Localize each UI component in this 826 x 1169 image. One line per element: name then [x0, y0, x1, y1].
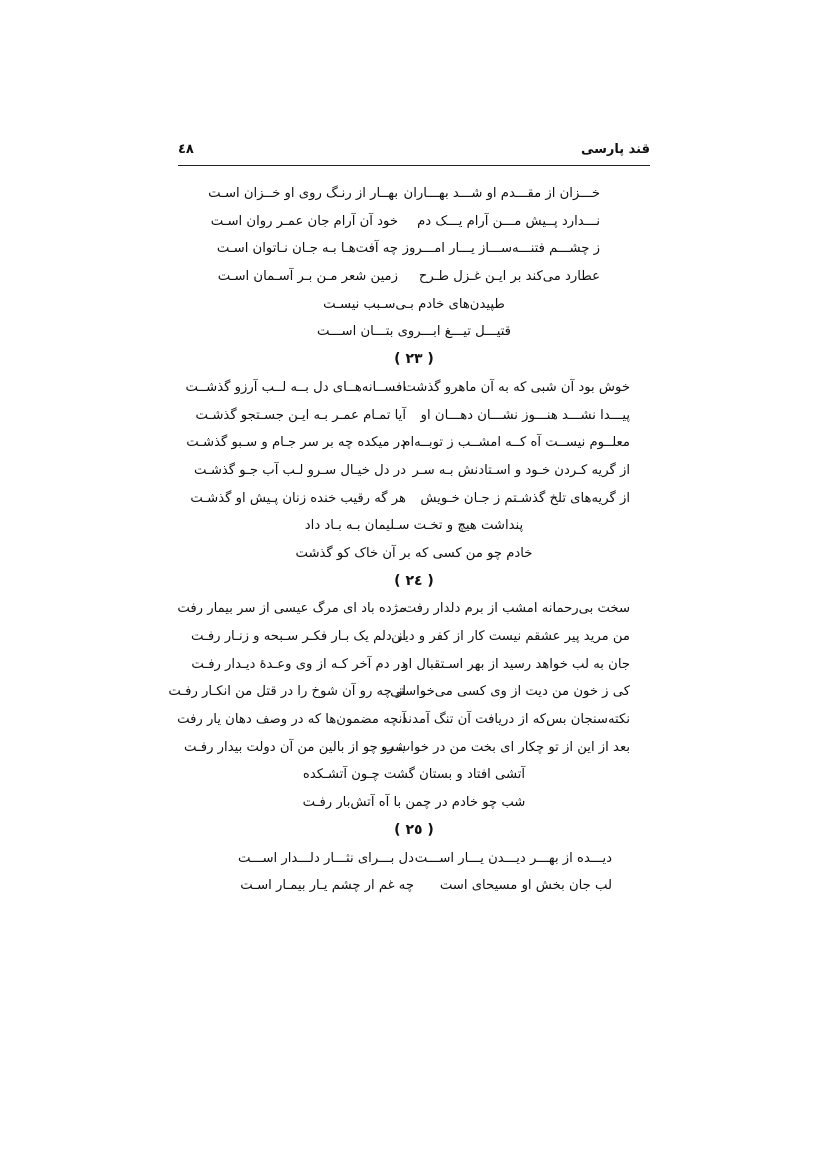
closing-hemistich: آتشی افتاد و بستان گشت چـون آتشـکده [302, 767, 526, 783]
page-number: ٤٨ [178, 142, 194, 157]
header-rule [178, 165, 650, 166]
hemistich-second: دل بـــرای نثـــار دلـــدار اســـت [237, 850, 414, 866]
hemistich-first: جان به لب خواهد رسید از بهر اسـتقبال او [402, 656, 630, 672]
closing-hemistich: قتیـــل تیـــغ ابـــروی بتـــان اســـت [317, 324, 511, 340]
hemistich-first: نـــدارد پــیش مـــن آرام یـــک دم [417, 213, 600, 229]
hemistich-second: خود آن آرام جان عمـر روان اسـت [210, 213, 398, 229]
hemistich-second: آیا تمـام عمـر بـه ایـن جسـتجو گذشـت [195, 407, 406, 423]
hemistich-first: عطارد می‌کند بر ایـن غـزل طـرح [418, 269, 600, 285]
hemistich-second: هر گه رقیب خنده زنان پـیش او گذشـت [190, 490, 406, 506]
page-header [178, 140, 650, 166]
hemistich-first: از گریه کـردن خـود و اسـتادنش بـه سـر [412, 462, 630, 478]
hemistich-first: نکته‌سنجان بس‌که از دریافت آن تنگ آمدند [401, 712, 630, 728]
hemistich-second: در دل خیـال سـرو لـب آب جـو گذشـت [194, 462, 406, 478]
hemistich-first: ز چشـــم فتنـــه‌ســـاز یـــار امـــروز [402, 241, 600, 257]
hemistich-second: شب چو از بالین من آن دولت بیدار رفـت [183, 739, 406, 755]
closing-hemistich: پنداشت هیچ و تخـت سـلیمان بـه بـاد داد [304, 518, 524, 534]
hemistich-first: من مرید پیر عشقم نیست کار از کفر و دیـن [391, 629, 630, 644]
hemistich-second: چه غم ار چشم یـار بیمـار اسـت [240, 878, 414, 894]
hemistich-second: از چه رو آن شوخ را در قتل من انکـار رفـت [168, 684, 406, 700]
book-title: قند پارسی [580, 142, 650, 157]
couplet [178, 623, 650, 651]
hemistich-second: آنچه مضمون‌ها که در وصف دهان یار رفت [177, 712, 406, 728]
closing-hemistich: شب چو خادم در چمن با آه آتش‌بار رفـت [302, 795, 526, 811]
ghazal-number: ( ٢٥ ) [394, 821, 434, 838]
hemistich-second: بهــار از رنـگ روی او خــزان اسـت [208, 186, 398, 201]
poem-body [168, 180, 650, 900]
couplet [178, 845, 650, 873]
couplet [178, 457, 650, 485]
hemistich-first: پیـــدا نشـــد هنـــوز نشـــان دهـــان او [420, 407, 630, 423]
hemistich-second: در میکده چه بر سر جـام و سـبو گذشـت [186, 435, 406, 451]
couplet [178, 485, 650, 513]
hemistich-first: معلــوم نیســت آه کــه امشــب ز توبــه‌ام [402, 435, 630, 451]
couplet [178, 429, 650, 457]
couplet [168, 678, 650, 706]
hemistich-second: زمین شعر مـن بـر آسـمان اسـت [217, 269, 398, 285]
hemistich-first: لب جان بخش او مسیحای است [439, 878, 612, 894]
couplet [178, 180, 650, 208]
closing-hemistich: طپیدن‌های خادم بـی‌سـبب نیسـت [323, 296, 505, 312]
ghazal-number: ( ٢٤ ) [394, 572, 434, 589]
couplet [178, 706, 650, 734]
couplet [178, 208, 650, 236]
hemistich-first: از گریه‌های تلخ گذشـتم ز جـان خـویش [420, 490, 630, 506]
hemistich-second: چه آفت‌هـا بـه جـان نـاتوان اسـت [216, 241, 398, 257]
hemistich-first: خوش بود آن شبی که به آن ماهرو گذشت [403, 379, 630, 395]
hemistich-second: افســانه‌هــای دل بــه لــب آرزو گذشــت [185, 379, 406, 395]
couplet [178, 872, 650, 900]
hemistich-second: مژده باد ای مرگ عیسی از سر بیمار رفت [177, 601, 406, 617]
hemistich-first: کی ز خون من دیت از وی کسی می‌خواستی [390, 684, 630, 700]
hemistich-second: از دلم یک بـار فکـر سـبحه و زنـار رفـت [191, 629, 406, 644]
couplet [178, 402, 650, 430]
hemistich-first: خـــزان از مقـــدم او شـــد بهـــاران [403, 186, 600, 201]
couplet [178, 374, 650, 402]
couplet [178, 595, 650, 623]
closing-hemistich: خادم چو من کسی که بر آن خاک کو گذشت [295, 545, 533, 561]
couplet [178, 651, 650, 679]
hemistich-first: بعد از این از تو چکار ای بخت من در خواب رو [380, 739, 630, 755]
hemistich-second: در دم آخر کـه از وی وعـدهٔ دیـدار رفـت [191, 656, 406, 672]
couplet [178, 235, 650, 263]
hemistich-first: دیـــده از بهـــر دیـــدن یـــار اســـت [414, 850, 612, 866]
couplet [178, 263, 650, 291]
hemistich-first: سخت بی‌رحمانه امشب از برم دلدار رفت [403, 601, 630, 617]
couplet [178, 734, 650, 762]
ghazal-number: ( ٢٣ ) [394, 351, 434, 368]
